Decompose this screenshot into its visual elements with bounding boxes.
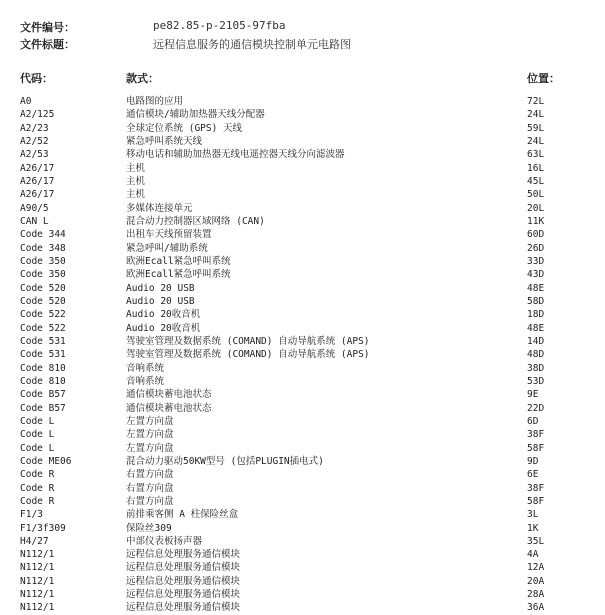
component-position: 6D <box>527 415 539 427</box>
component-position: 50L <box>527 189 545 201</box>
component-description: 主机 <box>126 175 146 187</box>
table-row <box>0 322 605 335</box>
document-title-value: 远程信息服务的通信模块控制单元电路图 <box>153 38 351 51</box>
component-position: 33D <box>527 255 545 267</box>
component-position: 11K <box>527 215 545 227</box>
table-row <box>0 255 605 268</box>
component-position: 43D <box>527 269 545 281</box>
component-code: Code 810 <box>20 375 66 387</box>
component-description: 中部仪表板扬声器 <box>126 535 203 547</box>
component-code: N112/1 <box>20 562 55 574</box>
component-table <box>0 95 605 615</box>
table-row <box>0 348 605 361</box>
component-position: 9E <box>527 389 539 401</box>
component-description: 欧洲Ecall紧急呼叫系统 <box>126 255 231 267</box>
component-description: Audio 20 USB <box>126 295 195 307</box>
table-row <box>0 95 605 108</box>
component-code: A2/23 <box>20 122 49 134</box>
table-row <box>0 122 605 135</box>
component-code: N112/1 <box>20 602 55 614</box>
table-row <box>0 522 605 535</box>
component-description: 电路图的应用 <box>126 96 184 107</box>
component-description: 主机 <box>126 162 146 174</box>
table-row <box>0 175 605 188</box>
component-code: A26/17 <box>20 175 55 187</box>
component-description: Audio 20收音机 <box>126 322 201 334</box>
component-description: 远程信息处理服务通信模块 <box>126 562 241 574</box>
table-row <box>0 588 605 601</box>
component-description: 混合动力驱动50KW型号 (包括PLUGIN插电式) <box>126 455 324 467</box>
table-row <box>0 548 605 561</box>
component-code: Code 344 <box>20 229 66 241</box>
component-code: A2/53 <box>20 149 49 161</box>
component-code: A26/17 <box>20 189 55 201</box>
component-code: Code L <box>20 415 55 427</box>
component-code: F1/3f309 <box>20 522 66 534</box>
component-description: 多媒体连接单元 <box>126 202 193 214</box>
component-description: Audio 20 USB <box>126 282 195 294</box>
table-row <box>0 228 605 241</box>
component-description: 保险丝309 <box>126 522 172 534</box>
component-position: 4A <box>527 549 539 561</box>
component-description: 远程信息处理服务通信模块 <box>126 602 241 614</box>
component-position: 9D <box>527 455 539 467</box>
component-description: 右置方向盘 <box>126 495 174 507</box>
document-number-label: 文件编号： <box>20 21 75 34</box>
component-code: N112/1 <box>20 575 55 587</box>
component-position: 20L <box>527 202 545 214</box>
table-row <box>0 242 605 255</box>
table-row <box>0 388 605 401</box>
component-position: 22D <box>527 402 545 414</box>
component-position: 16L <box>527 162 545 174</box>
component-position: 58F <box>527 495 545 507</box>
component-position: 26D <box>527 242 545 254</box>
table-row <box>0 268 605 281</box>
component-position: 24L <box>527 109 545 121</box>
component-code: Code 350 <box>20 255 66 267</box>
component-description: 紧急呼叫/辅助系统 <box>126 242 208 254</box>
component-code: Code R <box>20 469 55 481</box>
component-description: 通信模块/辅助加热器天线分配器 <box>126 109 265 121</box>
component-position: 53D <box>527 375 545 387</box>
component-position: 38F <box>527 429 545 441</box>
component-code: Code 531 <box>20 335 66 347</box>
component-position: 6E <box>527 469 539 481</box>
component-code: A2/125 <box>20 109 55 121</box>
component-description: 出租车天线预留装置 <box>126 229 212 241</box>
component-code: A2/52 <box>20 135 49 147</box>
component-code: Code R <box>20 495 55 507</box>
component-code: Code L <box>20 429 55 441</box>
table-row <box>0 442 605 455</box>
table-row <box>0 495 605 508</box>
component-code: Code B57 <box>20 389 66 401</box>
component-code: Code 810 <box>20 362 66 374</box>
table-row <box>0 362 605 375</box>
document-number-value: pe82.85-p-2105-97fba <box>153 19 286 32</box>
component-position: 38D <box>527 362 545 374</box>
table-row <box>0 335 605 348</box>
table-row <box>0 482 605 495</box>
component-code: Code 348 <box>20 242 66 254</box>
table-row <box>0 561 605 574</box>
component-position: 12A <box>527 562 545 574</box>
document-title-label: 文件标题： <box>20 38 75 51</box>
table-row <box>0 148 605 161</box>
table-row <box>0 455 605 468</box>
component-position: 45L <box>527 175 545 187</box>
column-header-position: 位置： <box>527 72 560 85</box>
component-code: Code 520 <box>20 282 66 294</box>
component-position: 28A <box>527 589 545 601</box>
component-description: 远程信息处理服务通信模块 <box>126 589 241 601</box>
component-description: 左置方向盘 <box>126 429 174 441</box>
component-description: 右置方向盘 <box>126 482 174 494</box>
component-code: Code 350 <box>20 269 66 281</box>
component-code: F1/3 <box>20 509 43 521</box>
table-row <box>0 188 605 201</box>
component-code: H4/27 <box>20 535 49 547</box>
component-position: 3L <box>527 509 539 521</box>
component-code: N112/1 <box>20 589 55 601</box>
component-code: Code B57 <box>20 402 66 414</box>
table-row <box>0 308 605 321</box>
table-row <box>0 108 605 121</box>
component-position: 60D <box>527 229 545 241</box>
component-code: Code L <box>20 442 55 454</box>
component-description: 通信模块蓄电池状态 <box>126 402 212 414</box>
table-row <box>0 162 605 175</box>
component-position: 1K <box>527 522 539 534</box>
table-row <box>0 468 605 481</box>
component-position: 38F <box>527 482 545 494</box>
component-position: 35L <box>527 535 545 547</box>
component-description: 移动电话和辅助加热器无线电遥控器天线分向滤波器 <box>126 149 345 161</box>
table-row <box>0 535 605 548</box>
component-position: 14D <box>527 335 545 347</box>
component-code: N112/1 <box>20 549 55 561</box>
component-code: Code ME06 <box>20 455 72 467</box>
component-description: 音响系统 <box>126 362 165 374</box>
component-code: A26/17 <box>20 162 55 174</box>
table-row <box>0 402 605 415</box>
component-position: 36A <box>527 602 545 614</box>
component-position: 58D <box>527 295 545 307</box>
component-description: 远程信息处理服务通信模块 <box>126 549 241 561</box>
table-row <box>0 508 605 521</box>
table-row <box>0 295 605 308</box>
component-code: A90/5 <box>20 202 49 214</box>
table-row <box>0 215 605 228</box>
table-row <box>0 428 605 441</box>
table-row <box>0 135 605 148</box>
component-position: 63L <box>527 149 545 161</box>
table-row <box>0 282 605 295</box>
table-row <box>0 601 605 614</box>
component-position: 24L <box>527 135 545 147</box>
component-description: 混合动力控制器区域网络 (CAN) <box>126 215 265 227</box>
component-description: 驾驶室管理及数据系统 (COMAND) 自动导航系统 (APS) <box>126 349 370 361</box>
component-position: 58F <box>527 442 545 454</box>
component-description: 全球定位系统 (GPS) 天线 <box>126 122 243 134</box>
table-row <box>0 202 605 215</box>
component-code: Code 531 <box>20 349 66 361</box>
component-position: 59L <box>527 122 545 134</box>
component-code: CAN L <box>20 215 49 227</box>
table-row <box>0 575 605 588</box>
component-code: Code 522 <box>20 322 66 334</box>
component-code: Code 522 <box>20 309 66 321</box>
component-position: 48E <box>527 322 545 334</box>
table-row <box>0 415 605 428</box>
component-description: Audio 20收音机 <box>126 309 201 321</box>
component-position: 20A <box>527 575 545 587</box>
component-code: A0 <box>20 96 32 107</box>
component-position: 18D <box>527 309 545 321</box>
component-description: 前排乘客侧 A 柱保险丝盒 <box>126 509 239 521</box>
component-position: 72L <box>527 96 545 107</box>
component-description: 主机 <box>126 189 146 201</box>
column-header-code: 代码： <box>20 72 53 85</box>
component-position: 48E <box>527 282 545 294</box>
component-description: 紧急呼叫系统天线 <box>126 135 203 147</box>
component-description: 欧洲Ecall紧急呼叫系统 <box>126 269 231 281</box>
component-code: Code 520 <box>20 295 66 307</box>
component-code: Code R <box>20 482 55 494</box>
component-description: 右置方向盘 <box>126 469 174 481</box>
component-description: 远程信息处理服务通信模块 <box>126 575 241 587</box>
column-header-description: 款式： <box>126 72 159 85</box>
component-description: 音响系统 <box>126 375 165 387</box>
table-row <box>0 375 605 388</box>
component-description: 左置方向盘 <box>126 442 174 454</box>
component-description: 驾驶室管理及数据系统 (COMAND) 自动导航系统 (APS) <box>126 335 370 347</box>
component-description: 左置方向盘 <box>126 415 174 427</box>
component-position: 48D <box>527 349 545 361</box>
component-description: 通信模块蓄电池状态 <box>126 389 212 401</box>
